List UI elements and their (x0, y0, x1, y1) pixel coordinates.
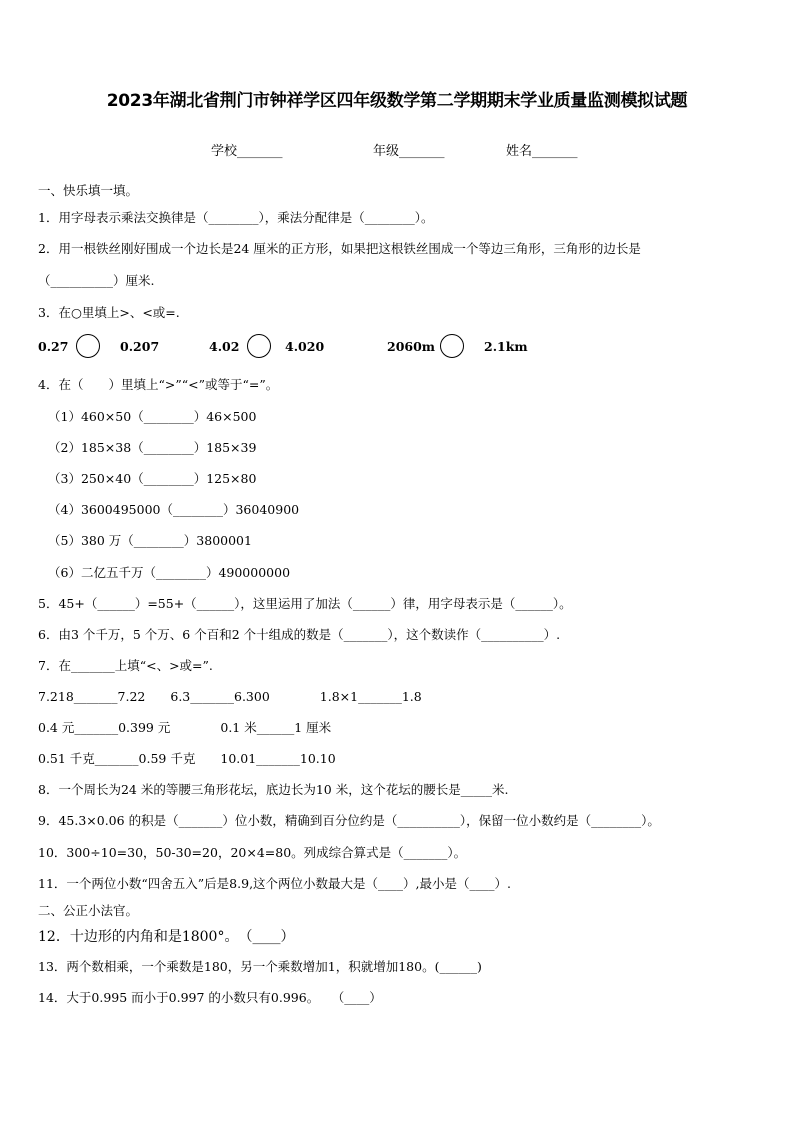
compare-circle (440, 334, 464, 358)
question-1: 1．用字母表示乘法交换律是（________），乘法分配律是（________）。 (38, 210, 434, 225)
question-4: 4．在（ ）里填上“>”“<”或等于“=”。 (38, 377, 279, 392)
q4-item: （1）460×50（________）46×500 (48, 409, 257, 424)
question-2: 2．用一根铁丝刚好围成一个边长是24 厘米的正方形，如果把这根铁丝围成一个等边三角形，三角形的边长是 (38, 241, 641, 256)
question-8: 8．一个周长为24 米的等腰三角形花坛，底边长为10 米，这个花坛的腰长是_____米. (38, 782, 509, 797)
q4-item: （3）250×40（________）125×80 (48, 471, 257, 486)
school-field: 学校_______ (211, 144, 283, 159)
compare-left-value: 2060m (387, 339, 436, 354)
name-field: 姓名_______ (506, 144, 578, 159)
question-14: 14．大于0.995 而小于0.997 的小数只有0.996。 （____） (38, 990, 382, 1005)
question-3: 3．在○里填上>、<或=. (38, 305, 180, 320)
q4-item: （2）185×38（________）185×39 (48, 440, 257, 455)
compare-right-value: 0.207 (120, 339, 160, 354)
compare-right-value: 4.020 (285, 339, 325, 354)
q4-item: （6）二亿五千万（________）490000000 (48, 565, 291, 580)
question-11: 11．一个两位小数“四舍五入”后是8.9,这个两位小数最大是（____）,最小是（____）. (38, 876, 511, 891)
compare-right-value: 2.1km (484, 339, 528, 354)
question-12: 12．十边形的内角和是1800°。 （____） (38, 929, 295, 945)
question-5: 5．45+（______）=55+（______），这里运用了加法（______）律，用字母表示是（______）。 (38, 596, 572, 611)
question-7: 7．在_______上填“<、>或=”. (38, 658, 213, 673)
question-9: 9．45.3×0.06 的积是（_______）位小数，精确到百分位约是（__________），保留一位小数约是（________）。 (38, 813, 660, 828)
question-6: 6．由3 个千万，5 个万、6 个百和2 个十组成的数是（_______），这个数读作（__________）. (38, 627, 561, 642)
question-2-answer: （__________）厘米. (38, 273, 155, 288)
q7-row: 0.4 元_______0.399 元 0.1 米______1 厘米 (38, 720, 332, 735)
compare-circle (76, 334, 100, 358)
section-heading-fill: 一、快乐填一填。 (38, 183, 139, 198)
q7-row: 7.218_______7.22 6.3_______6.300 1.8×1_______1.8 (38, 689, 422, 704)
q7-row: 0.51 千克_______0.59 千克 10.01_______10.10 (38, 751, 336, 766)
compare-circle (247, 334, 271, 358)
q4-item: （4）3600495000（________）36040900 (48, 502, 300, 517)
section-heading-judge: 二、公正小法官。 (38, 903, 139, 918)
compare-left-value: 4.02 (209, 339, 240, 354)
grade-field: 年级_______ (373, 144, 445, 159)
page-title: 2023年湖北省荆门市钟祥学区四年级数学第二学期期末学业质量监测模拟试题 (106, 91, 688, 111)
q4-item: （5）380 万（________）3800001 (48, 533, 252, 548)
compare-left-value: 0.27 (38, 339, 69, 354)
question-13: 13．两个数相乘，一个乘数是180，另一个乘数增加1，积就增加180。(______) (38, 959, 482, 974)
question-10: 10．300÷10=30，50-30=20，20×4=80。列成综合算式是（_______）。 (38, 845, 467, 860)
